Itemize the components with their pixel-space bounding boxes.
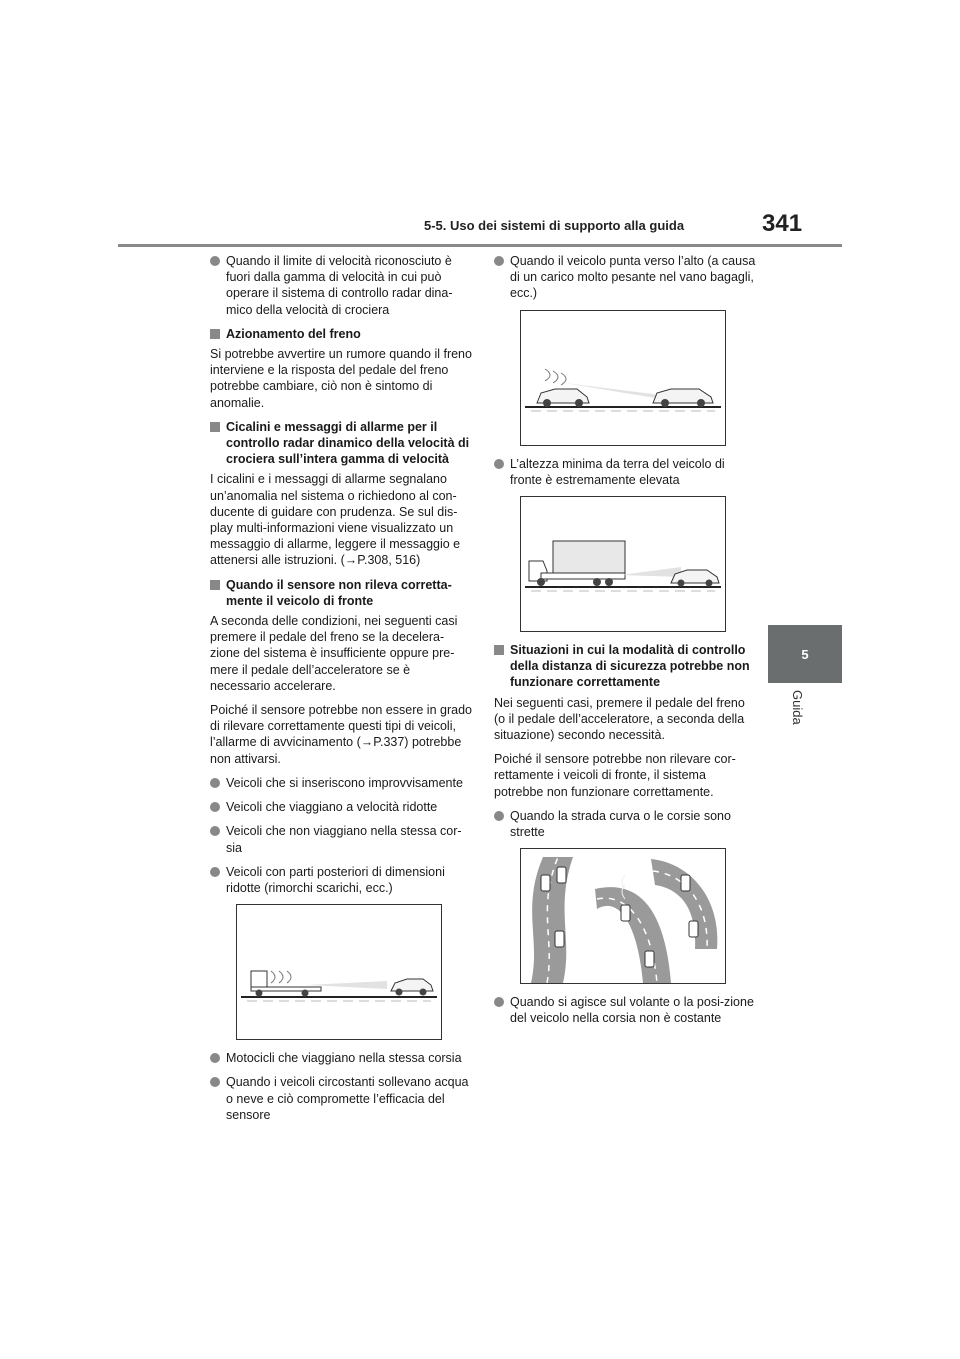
heading-text: Quando il sensore non rileva corretta-mente il veicolo di fronte [226, 577, 452, 608]
bullet-item [494, 808, 756, 840]
bullet-icon [210, 778, 220, 788]
bullet-icon [210, 826, 220, 836]
bullet-icon [494, 997, 504, 1007]
bullet-text: Quando il veicolo punta verso l’alto (a causa di un carico molto pesante nel vano bagagli, ecc.) [510, 254, 756, 301]
paragraph: Nei seguenti casi, premere il pedale del freno (o il pedale dell’acceleratore, a seconda della situazione) secondo necessità. [494, 695, 745, 743]
page-number: 341 [762, 210, 803, 237]
illustration-curved-roads [520, 848, 726, 984]
bullet-icon [210, 1053, 220, 1063]
bullet-text: Veicoli che si inseriscono improvvisamente [226, 775, 463, 790]
bullet-icon [494, 811, 504, 821]
bullet-item [210, 253, 472, 318]
section-heading [210, 326, 472, 342]
bullet-text: Quando i veicoli circostanti sollevano acqua o neve e ciò compromette l’efficacia del sensore [226, 1075, 469, 1122]
heading-text: Cicalini e messaggi di allarme per il controllo radar dinamico della velocità di crociera sull’intera gamma di velocità [226, 419, 470, 467]
header-divider [118, 244, 842, 247]
bullet-text: Quando la strada curva o le corsie sono strette [510, 808, 731, 840]
bullet-item [210, 1050, 472, 1066]
paragraph: Si potrebbe avvertire un rumore quando il freno interviene e la risposta del pedale del freno potrebbe cambiare, ciò non è sintomo di anomalie. [210, 347, 472, 410]
bullet-icon [210, 1077, 220, 1087]
left-column [210, 253, 472, 1131]
heading-text: Azionamento del freno [226, 326, 361, 341]
chapter-number: 5 [801, 646, 809, 662]
bullet-text: Veicoli che non viaggiano nella stessa cor-sia [226, 824, 462, 855]
bullet-icon [210, 867, 220, 877]
paragraph: A seconda delle condizioni, nei seguenti casi premere il pedale del freno se la decelera-zione del sistema è insufficiente oppure pre-mere il pedale dell’acceleratore se è necessario accelerare. [210, 614, 458, 693]
paragraph: Poiché il sensore potrebbe non rilevare cor-rettamente i veicoli di fronte, il sistema potrebbe non funzionare correttamente. [494, 752, 736, 799]
bullet-item [210, 1074, 472, 1123]
bullet-text: Quando il limite di velocità riconosciuto è fuori dalla gamma di velocità in cui può operare il sistema di controllo radar dina-mico della velocità di crociera [226, 254, 453, 317]
section-title: 5-5. Uso dei sistemi di supporto alla guida [424, 218, 685, 233]
square-bullet-icon [494, 645, 504, 655]
section-heading [210, 577, 472, 609]
paragraph: Poiché il sensore potrebbe non essere in grado di rilevare correttamente questi tipi di veicoli, l’allarme di avvicinamento (→P.337) potrebbe non attivarsi. [210, 703, 472, 766]
bullet-icon [494, 459, 504, 469]
illustration-high-clearance-truck [520, 496, 726, 632]
bullet-item [210, 823, 472, 855]
square-bullet-icon [210, 329, 220, 339]
chapter-label-text: Guida [790, 690, 805, 725]
illustration-vehicle-tilted [520, 310, 726, 446]
bullet-icon [494, 256, 504, 266]
bullet-item [494, 994, 756, 1026]
bullet-icon [210, 256, 220, 266]
section-heading [210, 419, 472, 468]
bullet-text: L’altezza minima da terra del veicolo di fronte è estremamente elevata [510, 456, 725, 487]
bullet-item [494, 253, 756, 302]
bullet-item [494, 456, 756, 488]
section-heading [494, 642, 756, 691]
heading-text: Situazioni in cui la modalità di controllo della distanza di sicurezza potrebbe non funzionare correttamente [510, 643, 750, 690]
bullet-item [210, 864, 472, 896]
bullet-text: Veicoli con parti posteriori di dimensioni ridotte (rimorchi scarichi, ecc.) [226, 864, 445, 895]
right-column [494, 253, 756, 1035]
bullet-text: Veicoli che viaggiano a velocità ridotte [226, 800, 438, 815]
bullet-icon [210, 802, 220, 812]
bullet-text: Quando si agisce sul volante o la posi-zione del veicolo nella corsia non è costante [510, 995, 754, 1026]
illustration-empty-trailer [236, 904, 442, 1040]
square-bullet-icon [210, 580, 220, 590]
bullet-item [210, 799, 472, 815]
bullet-text: Motocicli che viaggiano nella stessa corsia [226, 1051, 462, 1066]
chapter-label [790, 690, 820, 750]
bullet-item [210, 775, 472, 791]
paragraph: I cicalini e i messaggi di allarme segnalano un’anomalia nel sistema o richiedono al con-ducente di guidare con prudenza. Se sul dis-play multi-informazioni viene visualizzato un messaggio di allarme, leggere il messaggio e attenersi alle istruzioni. (→P.308, 516) [210, 472, 461, 568]
chapter-tab[interactable] [768, 625, 842, 683]
watermark: carmanualsonline.info [712, 1336, 925, 1358]
square-bullet-icon [210, 422, 220, 432]
